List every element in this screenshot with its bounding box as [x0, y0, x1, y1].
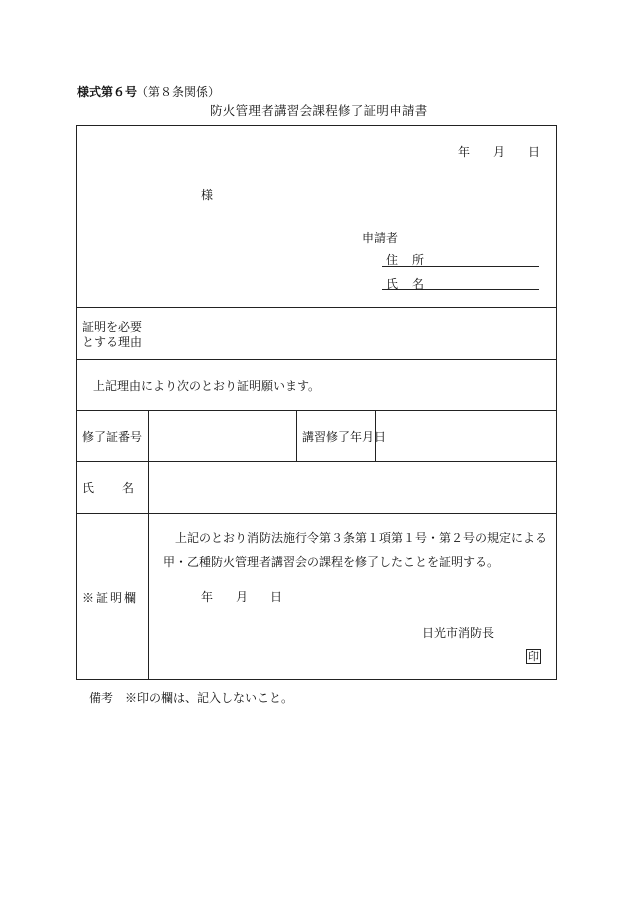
certification-date-year: 年 — [201, 590, 214, 604]
application-date-day: 日 — [528, 145, 541, 159]
reason-label-line1: 証明を必要 — [82, 320, 143, 334]
certification-date-day: 日 — [270, 590, 283, 604]
cell-divider — [296, 410, 297, 461]
certification-text-line2: 甲・乙種防火管理者講習会の課程を修了したことを証明する。 — [163, 555, 500, 569]
application-date-year: 年 — [458, 145, 471, 159]
row-divider — [77, 307, 556, 308]
request-statement: 上記理由により次のとおり証明願います。 — [93, 379, 321, 393]
form-relation: （第８条関係） — [136, 85, 221, 99]
certificate-number-label: 修了証番号 — [82, 430, 143, 444]
seal-stamp: 印 — [528, 650, 539, 663]
recipient-honorific: 様 — [201, 188, 214, 202]
applicant-label: 申請者 — [362, 231, 399, 245]
certification-field-label: ※証明欄 — [82, 591, 139, 605]
certification-text-line1: 上記のとおり消防法施行令第３条第１項第１号・第２号の規定による — [175, 531, 548, 545]
applicant-name-label: 氏名 — [386, 277, 439, 291]
row-divider — [77, 359, 556, 360]
label-column-divider — [148, 410, 149, 680]
reason-label-line2: とする理由 — [82, 335, 143, 349]
remarks-note: 備考 ※印の欄は、記入しないこと。 — [89, 691, 294, 705]
certification-date-month: 月 — [236, 590, 249, 604]
form-number: 様式第６号 — [77, 85, 138, 99]
name-row-label: 氏名 — [82, 481, 163, 495]
address-label: 住所 — [386, 253, 439, 267]
issuer-title: 日光市消防長 — [422, 626, 495, 640]
document-title: 防火管理者講習会課程修了証明申請書 — [210, 103, 428, 118]
application-form-table — [76, 125, 557, 680]
application-date-month: 月 — [493, 145, 506, 159]
completion-date-label: 講習修了年月日 — [302, 430, 387, 444]
